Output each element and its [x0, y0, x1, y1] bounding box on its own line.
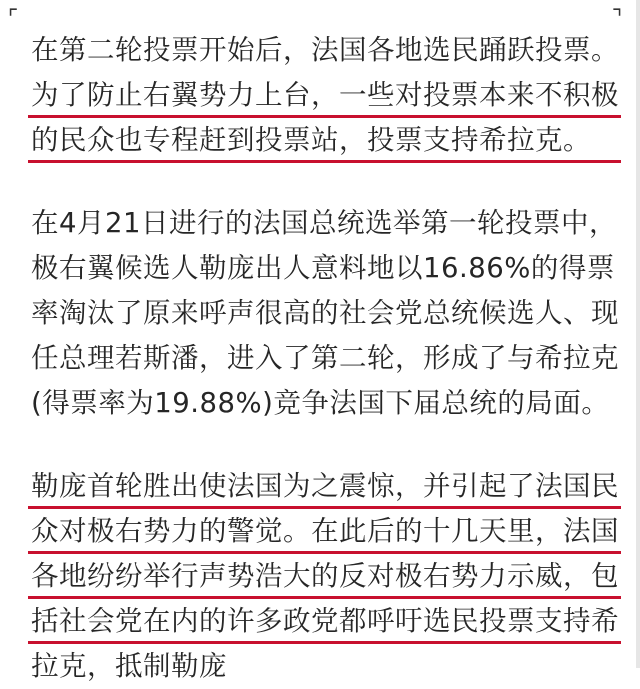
underlined-line: 勒庞首轮胜出使法国为之震惊，并引起了法国民 [31, 464, 621, 509]
underlined-line: 各地纷纷举行声势浩大的反对极右势力示威，包 [31, 554, 621, 599]
paragraph-3 [31, 464, 621, 682]
underlined-line: 众对极右势力的警觉。在此后的十几天里，法国 [31, 509, 621, 554]
paragraph-line: 在第二轮投票开始后，法国各地选民踊跃投票。 [31, 34, 619, 66]
paragraph-line: 任总理若斯潘，进入了第二轮，形成了与希拉克 [31, 342, 619, 374]
paragraph-spacer [31, 426, 621, 464]
underlined-line: 为了防止右翼势力上台，一些对投票本来不积极 [31, 73, 621, 118]
truncated-line: 拉克，抵制勒庞 [31, 650, 227, 682]
top-bar [0, 0, 640, 8]
left-corner-bracket-icon: ⌜ [7, 6, 19, 31]
underlined-line: 括社会党在内的许多政党都呼吁选民投票支持希 [31, 599, 621, 644]
paragraph-line: 率淘汰了原来呼声很高的社会党总统候选人、现 [31, 297, 619, 329]
paragraph-spacer [31, 163, 621, 201]
right-corner-bracket-icon: ⌝ [611, 6, 623, 31]
paragraph-1 [31, 28, 621, 163]
article-body [31, 28, 621, 682]
paragraph-line: 在4月21日进行的法国总统选举第一轮投票中， [31, 207, 617, 239]
scrollbar-track[interactable] [636, 0, 640, 668]
paragraph-line: 极右翼候选人勒庞出人意料地以16.86%的得票 [31, 252, 615, 284]
underlined-line: 的民众也专程赶到投票站，投票支持希拉克。 [31, 118, 621, 163]
paragraph-2 [31, 201, 621, 426]
paragraph-line: (得票率为19.88%)竞争法国下届总统的局面。 [31, 387, 610, 419]
